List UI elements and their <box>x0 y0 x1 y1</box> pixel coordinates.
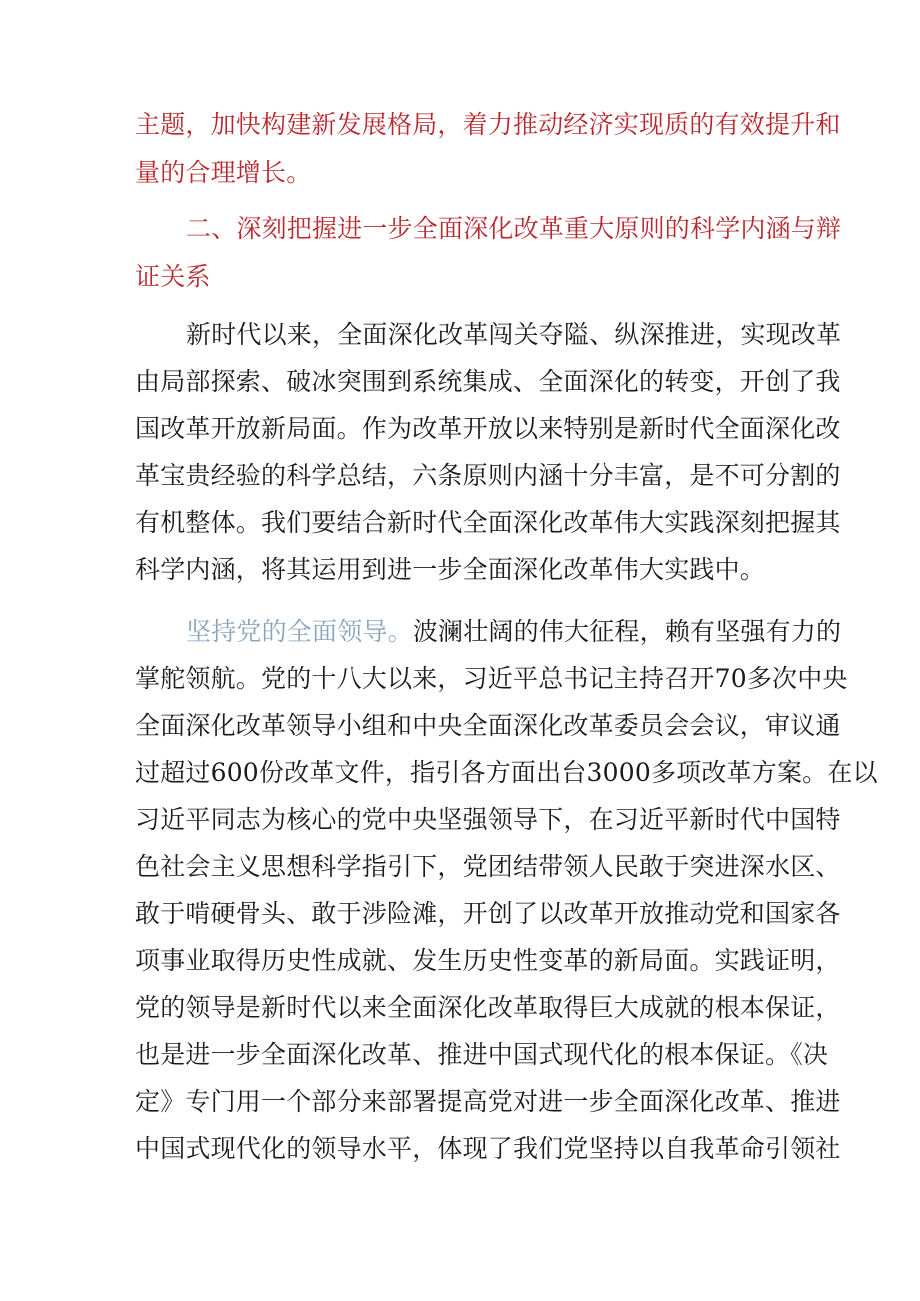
paragraph1-line-2: 由局部探索、破冰突围到系统集成、全面深化的转变，开创了我 <box>135 367 841 396</box>
paragraph2-line-1-rest: 波澜壮阔的伟大征程，赖有坚强有力的 <box>412 617 842 646</box>
paragraph2-line-8: 项事业取得历史性成就、发生历史性变革的新局面。实践证明， <box>135 946 841 975</box>
paragraph2-line-6: 色社会主义思想科学指引下，党团结带领人民敢于突进深水区、 <box>135 852 841 881</box>
section-heading-line-2: 证关系 <box>135 262 211 291</box>
paragraph2-line-5: 习近平同志为核心的党中央坚强领导下，在习近平新时代中国特 <box>135 805 841 834</box>
paragraph2-line-4: 过超过600份改革文件，指引各方面出台3000多项改革方案。在以 <box>135 758 878 787</box>
paragraph2-line-10: 也是进一步全面深化改革、推进中国式现代化的根本保证。《决 <box>135 1040 829 1069</box>
paragraph1-line-5: 有机整体。我们要结合新时代全面深化改革伟大实践深刻把握其 <box>135 508 841 537</box>
paragraph1-line-3: 国改革开放新局面。作为改革开放以来特别是新时代全面深化改 <box>135 414 841 443</box>
paragraph2-line-12: 中国式现代化的领导水平，体现了我们党坚持以自我革命引领社 <box>135 1134 841 1163</box>
paragraph2-line-11: 定》专门用一个部分来部署提高党对进一步全面深化改革、推进 <box>135 1087 841 1116</box>
paragraph2-line-3: 全面深化改革领导小组和中央全面深化改革委员会会议，审议通 <box>135 711 841 740</box>
paragraph1-line-4: 革宝贵经验的科学总结，六条原则内涵十分丰富，是不可分割的 <box>135 461 841 490</box>
paragraph1-line-6: 科学内涵，将其运用到进一步全面深化改革伟大实践中。 <box>135 555 766 584</box>
paragraph2-line-1 <box>186 617 842 647</box>
paragraph2-lead: 坚持党的全面领导。 <box>186 617 413 646</box>
section-heading-line-1: 二、深刻把握进一步全面深化改革重大原则的科学内涵与辩 <box>186 214 842 243</box>
paragraph2-line-7: 敢于啃硬骨头、敢于涉险滩，开创了以改革开放推动党和国家各 <box>135 899 841 928</box>
paragraph1-line-1: 新时代以来，全面深化改革闯关夺隘、纵深推进，实现改革 <box>186 320 842 349</box>
paragraph2-line-9: 党的领导是新时代以来全面深化改革取得巨大成就的根本保证， <box>135 993 841 1022</box>
intro-line-2: 量的合理增长。 <box>135 158 312 187</box>
paragraph2-line-2: 掌舵领航。党的十八大以来，习近平总书记主持召开70多次中央 <box>135 664 848 693</box>
intro-line-1: 主题，加快构建新发展格局，着力推动经济实现质的有效提升和 <box>135 110 841 139</box>
